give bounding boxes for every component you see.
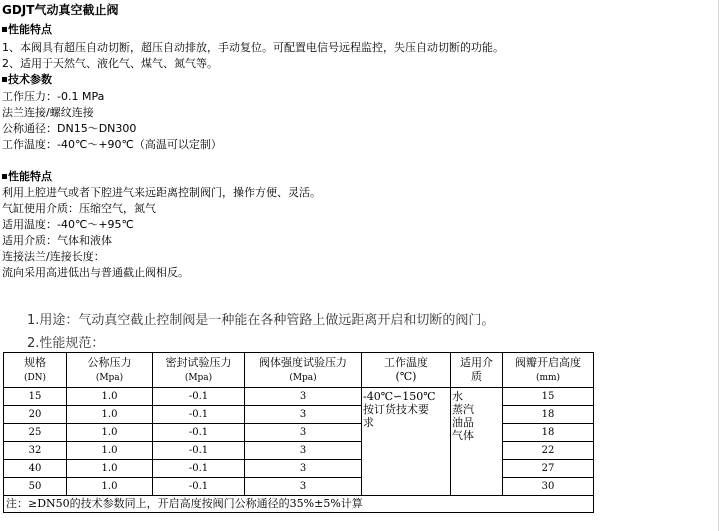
feature-line: 流向采用高进低出与普通截止阀相反。	[2, 266, 189, 279]
table-cell: 1.0	[67, 424, 153, 442]
param-line: 法兰连接/螺纹连接	[2, 106, 94, 119]
section-heading-features: 性能特点	[2, 23, 52, 37]
table-cell: 3	[245, 388, 362, 406]
param-line: 工作温度：-40℃～+90℃（高温可以定制）	[2, 138, 222, 151]
table-cell: -0.1	[153, 460, 245, 478]
table-row	[4, 424, 594, 442]
table-cell: -0.1	[153, 442, 245, 460]
table-row	[4, 460, 594, 478]
bullet-square-icon	[2, 77, 7, 82]
table-header-row	[4, 353, 594, 388]
table-cell: 25	[4, 424, 67, 442]
feature-line: 适用温度：-40℃～+95℃	[2, 218, 134, 231]
table-cell: 1.0	[67, 406, 153, 424]
header-cell: 阀体强度试验压力 (Mpa)	[245, 353, 362, 388]
table-cell: 15	[503, 388, 594, 406]
bullet-square-icon	[2, 174, 7, 179]
table-cell: 15	[4, 388, 67, 406]
table-cell: 20	[4, 406, 67, 424]
purpose-paragraph: 1.用途：气动真空截止控制阀是一种能在各种管路上做远距离开启和切断的阀门。	[27, 313, 495, 328]
table-cell: -0.1	[153, 478, 245, 496]
table-cell: 3	[245, 478, 362, 496]
table-cell: 32	[4, 442, 67, 460]
table-cell: -0.1	[153, 424, 245, 442]
table-cell: 1.0	[67, 478, 153, 496]
spec-heading: 2.性能规范：	[27, 336, 105, 351]
feature-line: 连接法兰/连接长度：	[2, 250, 105, 263]
feature-line: 气缸使用介质：压缩空气，氮气	[2, 202, 156, 215]
feature-line: 2、适用于天然气、液化气、煤气、氮气等。	[2, 57, 218, 70]
table-row	[4, 478, 594, 496]
table-cell: 22	[503, 442, 594, 460]
table-cell: 50	[4, 478, 67, 496]
section-heading-features-2: 性能特点	[2, 170, 52, 184]
table-cell: 3	[245, 406, 362, 424]
table-cell: 1.0	[67, 442, 153, 460]
table-cell: 3	[245, 460, 362, 478]
table-cell: 27	[503, 460, 594, 478]
header-cell: 阀瓣开启高度 (mm)	[503, 353, 594, 388]
page-border	[718, 0, 719, 531]
table-cell: -0.1	[153, 388, 245, 406]
table-row	[4, 442, 594, 460]
header-cell: 密封试验压力 (Mpa)	[153, 353, 245, 388]
table-cell: 1.0	[67, 460, 153, 478]
header-cell: 规格 (DN)	[4, 353, 67, 388]
param-line: 工作压力：-0.1 MPa	[2, 90, 105, 103]
feature-line: 适用介质：气体和液体	[2, 234, 112, 247]
temperature-cell: -40℃∽150℃ 按订货技术要 求	[362, 388, 451, 496]
medium-cell: 水 蒸汽 油品 气体	[451, 388, 503, 496]
table-cell: 1.0	[67, 388, 153, 406]
table-note-row	[4, 496, 594, 513]
param-line: 公称通径：DN15～DN300	[2, 122, 137, 135]
table-cell: 30	[503, 478, 594, 496]
header-cell: 适用介 质	[451, 353, 503, 388]
bullet-square-icon	[2, 27, 7, 32]
spec-table	[3, 352, 594, 513]
table-row	[4, 388, 594, 406]
table-cell: -0.1	[153, 406, 245, 424]
feature-line: 利用上腔进气或者下腔进气来远距离控制阀门，操作方便、灵活。	[2, 186, 321, 199]
header-cell: 工作温度 (℃)	[362, 353, 451, 388]
header-cell: 公称压力 (Mpa)	[67, 353, 153, 388]
product-title: GDJT气动真空截止阀	[2, 3, 119, 17]
table-cell: 40	[4, 460, 67, 478]
table-cell: 18	[503, 424, 594, 442]
table-note: 注：≥DN50的技术参数同上，开启高度按阀门公称通径的35%±5%计算	[4, 496, 594, 513]
section-heading-params: 技术参数	[2, 73, 52, 87]
table-cell: 18	[503, 406, 594, 424]
feature-line: 1、本阀具有超压自动切断，超压自动排放，手动复位。可配置电信号远程监控，失压自动切断的功能。	[2, 41, 504, 54]
table-row	[4, 406, 594, 424]
table-cell: 3	[245, 442, 362, 460]
table-cell: 3	[245, 424, 362, 442]
